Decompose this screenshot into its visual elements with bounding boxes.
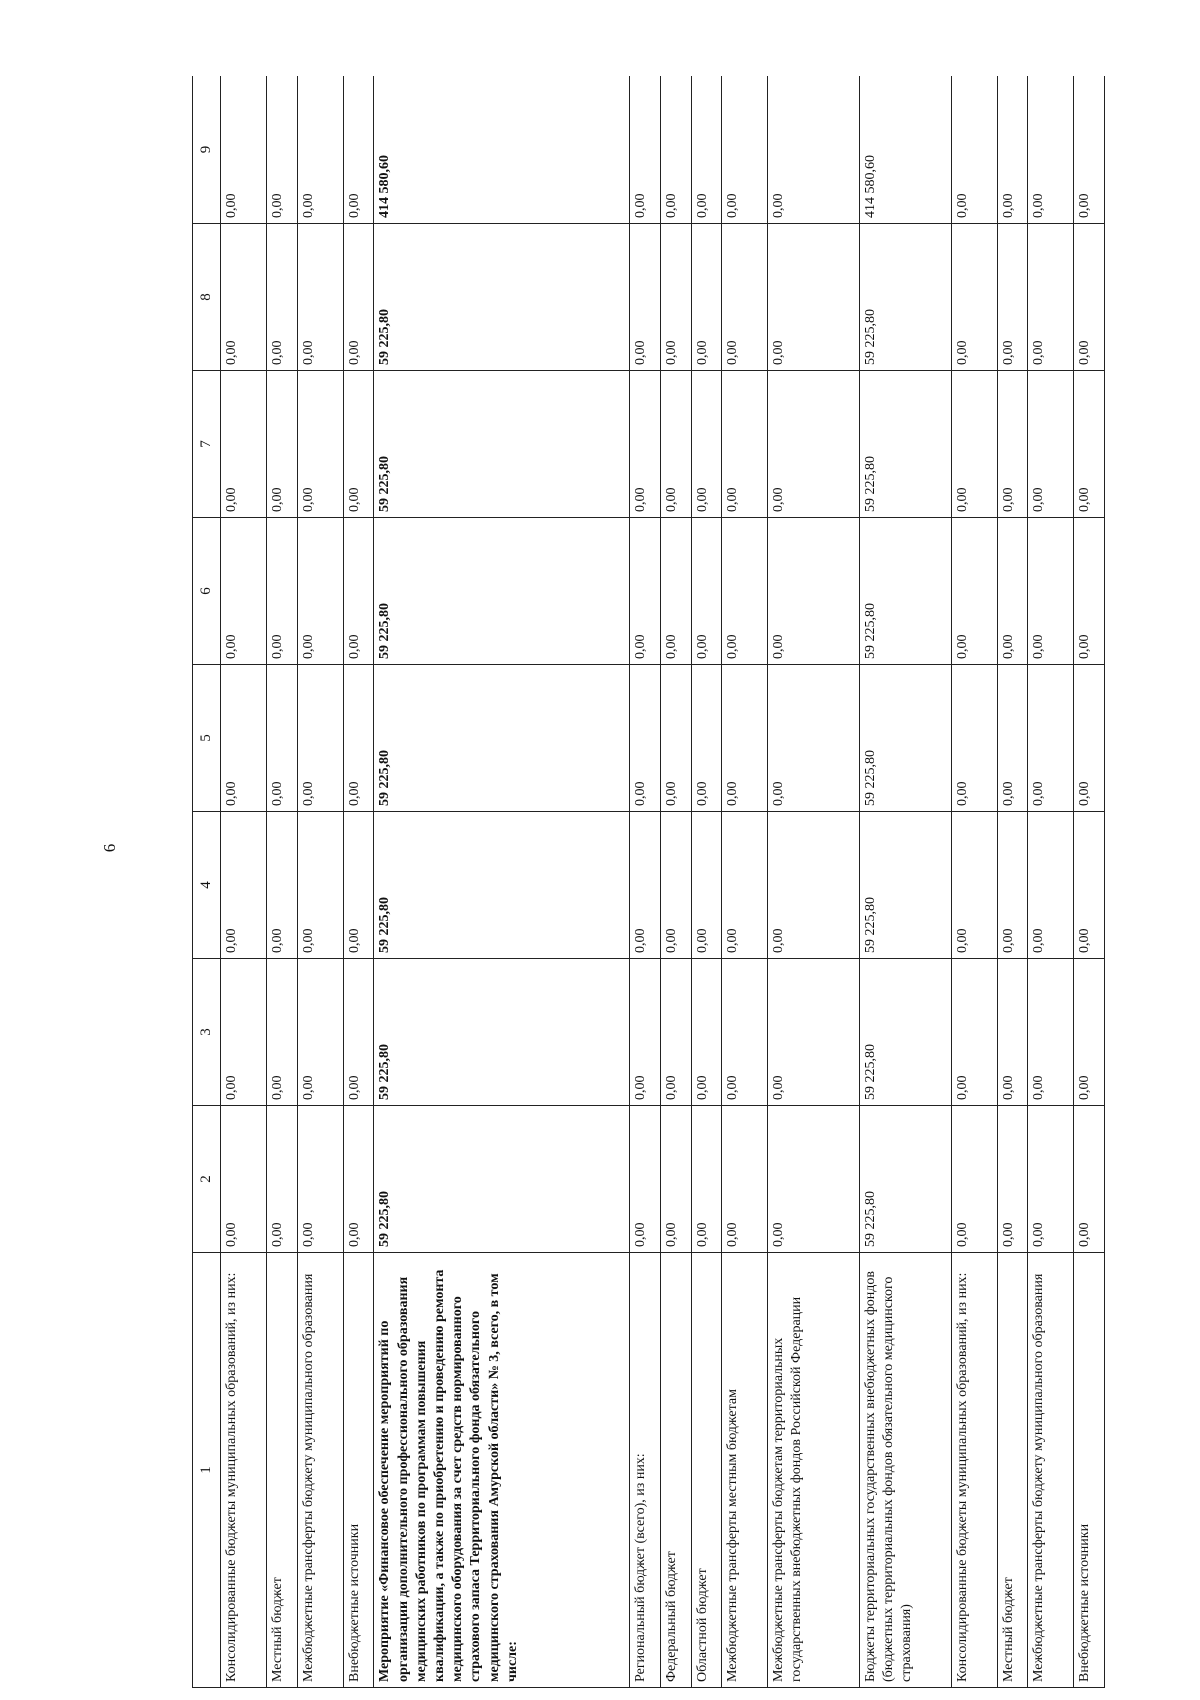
value-cell: 0,00 <box>997 371 1028 518</box>
table-row <box>630 76 661 1688</box>
table-row <box>997 76 1028 1688</box>
table-row <box>768 76 860 1688</box>
value-cell: 0,00 <box>768 518 860 665</box>
value-cell: 0,00 <box>722 76 768 224</box>
value-cell: 0,00 <box>951 665 997 812</box>
value-cell: 0,00 <box>768 371 860 518</box>
value-cell: 59 225,80 <box>374 224 630 371</box>
value-cell: 0,00 <box>691 1106 722 1253</box>
row-label: Мероприятие «Финансовое обеспечение мероприятий по организации дополнительного профессионального образования медицинских работников по программам повышения квалификации, а также по приобретению и проведению ремонта медицинского оборудования за счет средств нормированного страхового запаса Территориального фонда обязательного медицинского страхования Амурской области» № 3, всего, в том числе: <box>374 1253 630 1688</box>
value-cell: 0,00 <box>630 665 661 812</box>
table-row <box>343 76 374 1688</box>
value-cell: 0,00 <box>660 224 691 371</box>
value-cell: 0,00 <box>691 812 722 959</box>
value-cell: 0,00 <box>768 665 860 812</box>
value-cell: 0,00 <box>343 1106 374 1253</box>
value-cell: 0,00 <box>630 371 661 518</box>
row-label: Федеральный бюджет <box>660 1253 691 1688</box>
value-cell: 0,00 <box>630 224 661 371</box>
header-cell: 7 <box>193 371 221 518</box>
value-cell: 0,00 <box>1074 224 1105 371</box>
value-cell: 0,00 <box>722 812 768 959</box>
value-cell: 0,00 <box>343 76 374 224</box>
table-row <box>951 76 997 1688</box>
value-cell: 0,00 <box>660 1106 691 1253</box>
value-cell: 0,00 <box>768 224 860 371</box>
table-row <box>374 76 630 1688</box>
value-cell: 59 225,80 <box>859 1106 951 1253</box>
value-cell: 0,00 <box>691 224 722 371</box>
value-cell: 0,00 <box>267 812 298 959</box>
value-cell: 0,00 <box>343 812 374 959</box>
row-label: Межбюджетные трансферты местным бюджетам <box>722 1253 768 1688</box>
table-row <box>221 76 267 1688</box>
value-cell: 0,00 <box>630 812 661 959</box>
value-cell: 0,00 <box>221 812 267 959</box>
value-cell: 0,00 <box>1028 812 1074 959</box>
table-row <box>660 76 691 1688</box>
value-cell: 0,00 <box>343 518 374 665</box>
value-cell: 0,00 <box>691 371 722 518</box>
financing-table <box>192 76 1105 1688</box>
header-cell: 8 <box>193 224 221 371</box>
value-cell: 0,00 <box>722 1106 768 1253</box>
value-cell: 0,00 <box>997 959 1028 1106</box>
header-cell: 9 <box>193 76 221 224</box>
value-cell: 0,00 <box>660 959 691 1106</box>
value-cell: 0,00 <box>722 665 768 812</box>
value-cell: 0,00 <box>630 518 661 665</box>
value-cell: 59 225,80 <box>374 812 630 959</box>
value-cell: 0,00 <box>768 76 860 224</box>
header-cell: 4 <box>193 812 221 959</box>
value-cell: 0,00 <box>660 812 691 959</box>
table-row <box>859 76 951 1688</box>
row-label: Внебюджетные источники <box>343 1253 374 1688</box>
value-cell: 0,00 <box>297 1106 343 1253</box>
financing-table-wrapper <box>192 76 1105 1688</box>
value-cell: 0,00 <box>997 76 1028 224</box>
row-label: Внебюджетные источники <box>1074 1253 1105 1688</box>
table-header-row <box>193 76 221 1688</box>
value-cell: 59 225,80 <box>374 959 630 1106</box>
value-cell: 0,00 <box>343 371 374 518</box>
value-cell: 59 225,80 <box>859 224 951 371</box>
value-cell: 0,00 <box>630 76 661 224</box>
value-cell: 0,00 <box>267 76 298 224</box>
value-cell: 0,00 <box>691 665 722 812</box>
value-cell: 0,00 <box>660 76 691 224</box>
value-cell: 0,00 <box>221 224 267 371</box>
header-cell: 6 <box>193 518 221 665</box>
value-cell: 0,00 <box>221 665 267 812</box>
value-cell: 0,00 <box>997 812 1028 959</box>
value-cell: 0,00 <box>630 959 661 1106</box>
value-cell: 0,00 <box>691 518 722 665</box>
value-cell: 59 225,80 <box>859 665 951 812</box>
value-cell: 59 225,80 <box>859 959 951 1106</box>
header-cell: 3 <box>193 959 221 1106</box>
table-row <box>297 76 343 1688</box>
value-cell: 0,00 <box>951 224 997 371</box>
table-row <box>691 76 722 1688</box>
value-cell: 0,00 <box>221 518 267 665</box>
row-label: Местный бюджет <box>997 1253 1028 1688</box>
value-cell: 0,00 <box>297 76 343 224</box>
value-cell: 414 580,60 <box>859 76 951 224</box>
value-cell: 0,00 <box>297 371 343 518</box>
value-cell: 0,00 <box>768 812 860 959</box>
value-cell: 0,00 <box>997 518 1028 665</box>
value-cell: 0,00 <box>267 518 298 665</box>
value-cell: 0,00 <box>1074 76 1105 224</box>
value-cell: 59 225,80 <box>859 371 951 518</box>
value-cell: 0,00 <box>267 959 298 1106</box>
value-cell: 0,00 <box>343 959 374 1106</box>
value-cell: 0,00 <box>1074 812 1105 959</box>
row-label: Местный бюджет <box>267 1253 298 1688</box>
value-cell: 59 225,80 <box>859 812 951 959</box>
value-cell: 414 580,60 <box>374 76 630 224</box>
header-cell: 5 <box>193 665 221 812</box>
header-cell: 1 <box>193 1253 221 1688</box>
value-cell: 0,00 <box>691 959 722 1106</box>
value-cell: 0,00 <box>297 812 343 959</box>
value-cell: 59 225,80 <box>374 665 630 812</box>
value-cell: 0,00 <box>221 76 267 224</box>
value-cell: 0,00 <box>722 224 768 371</box>
table-row <box>267 76 298 1688</box>
row-label: Консолидированные бюджеты муниципальных образований, из них: <box>951 1253 997 1688</box>
value-cell: 0,00 <box>997 665 1028 812</box>
header-cell: 2 <box>193 1106 221 1253</box>
value-cell: 0,00 <box>343 224 374 371</box>
value-cell: 0,00 <box>951 959 997 1106</box>
value-cell: 0,00 <box>1028 224 1074 371</box>
value-cell: 0,00 <box>1074 1106 1105 1253</box>
row-label: Межбюджетные трансферты бюджету муниципального образования <box>297 1253 343 1688</box>
row-label: Межбюджетные трансферты бюджету муниципального образования <box>1028 1253 1074 1688</box>
value-cell: 0,00 <box>660 371 691 518</box>
value-cell: 0,00 <box>768 959 860 1106</box>
value-cell: 0,00 <box>722 371 768 518</box>
row-label: Консолидированные бюджеты муниципальных образований, из них: <box>221 1253 267 1688</box>
row-label: Межбюджетные трансферты бюджетам территориальных государственных внебюджетных фондов Российской Федерации <box>768 1253 860 1688</box>
row-label: Областной бюджет <box>691 1253 722 1688</box>
value-cell: 0,00 <box>1028 518 1074 665</box>
value-cell: 0,00 <box>630 1106 661 1253</box>
value-cell: 0,00 <box>297 665 343 812</box>
value-cell: 0,00 <box>343 665 374 812</box>
value-cell: 0,00 <box>1028 1106 1074 1253</box>
value-cell: 0,00 <box>951 1106 997 1253</box>
row-label: Бюджеты территориальных государственных внебюджетных фондов (бюджетных территориальных фондов обязательного медицинского страхования) <box>859 1253 951 1688</box>
value-cell: 59 225,80 <box>374 371 630 518</box>
value-cell: 0,00 <box>997 224 1028 371</box>
value-cell: 0,00 <box>1028 665 1074 812</box>
value-cell: 0,00 <box>1028 371 1074 518</box>
table-row <box>1074 76 1105 1688</box>
value-cell: 0,00 <box>951 812 997 959</box>
value-cell: 0,00 <box>1074 518 1105 665</box>
value-cell: 0,00 <box>951 518 997 665</box>
table-row <box>722 76 768 1688</box>
value-cell: 0,00 <box>660 518 691 665</box>
value-cell: 0,00 <box>267 665 298 812</box>
value-cell: 59 225,80 <box>859 518 951 665</box>
page-number: 6 <box>100 843 119 853</box>
value-cell: 0,00 <box>722 518 768 665</box>
value-cell: 0,00 <box>691 76 722 224</box>
table-row <box>1028 76 1074 1688</box>
value-cell: 0,00 <box>1074 665 1105 812</box>
value-cell: 0,00 <box>951 371 997 518</box>
value-cell: 0,00 <box>951 76 997 224</box>
value-cell: 0,00 <box>1028 959 1074 1106</box>
value-cell: 0,00 <box>267 371 298 518</box>
value-cell: 0,00 <box>297 224 343 371</box>
value-cell: 0,00 <box>660 665 691 812</box>
value-cell: 0,00 <box>221 1106 267 1253</box>
value-cell: 0,00 <box>1074 371 1105 518</box>
value-cell: 59 225,80 <box>374 1106 630 1253</box>
value-cell: 0,00 <box>297 518 343 665</box>
value-cell: 0,00 <box>267 224 298 371</box>
value-cell: 0,00 <box>221 959 267 1106</box>
value-cell: 0,00 <box>221 371 267 518</box>
value-cell: 0,00 <box>768 1106 860 1253</box>
value-cell: 0,00 <box>997 1106 1028 1253</box>
value-cell: 0,00 <box>722 959 768 1106</box>
value-cell: 0,00 <box>1028 76 1074 224</box>
value-cell: 0,00 <box>267 1106 298 1253</box>
value-cell: 0,00 <box>1074 959 1105 1106</box>
value-cell: 0,00 <box>297 959 343 1106</box>
row-label: Региональный бюджет (всего), из них: <box>630 1253 661 1688</box>
value-cell: 59 225,80 <box>374 518 630 665</box>
